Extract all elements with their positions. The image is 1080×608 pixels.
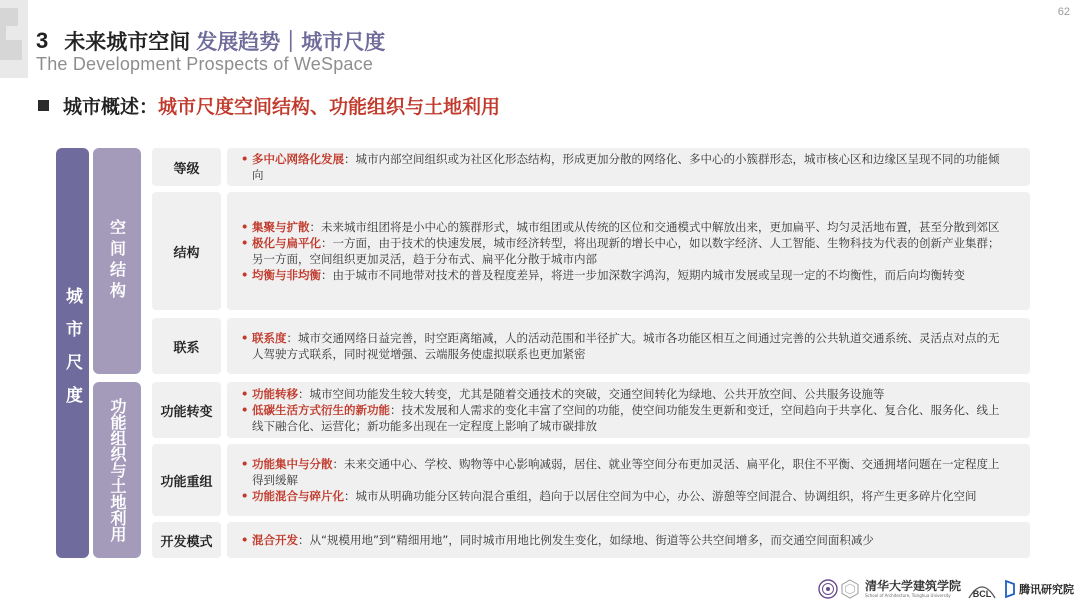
school-logo — [865, 579, 961, 599]
keyword: 联系度 — [252, 331, 287, 345]
item-text: ：城市交通网络日益完善，时空距离缩减，人的活动范围和半径扩大。城市各功能区相互之间通过完善的公共轨道交通系统、灵活点对点的无人驾驶方式联系，同时视觉增强、云端服务使虚拟联系也更加紧密 — [252, 331, 1000, 361]
item-text: ：城市从明确功能分区转向混合重组，趋向于以居住空间为中心，办公、游憩等空间混合、协调组织，将产生更多碎片化空间 — [344, 489, 977, 503]
architecture-emblem-icon — [840, 579, 860, 599]
row-label-hierarchy: 等级 — [152, 148, 221, 186]
list-item — [241, 151, 1010, 183]
row-label-function-shift: 功能转变 — [152, 382, 221, 438]
bcl-logo-icon — [967, 578, 997, 600]
company-name: 腾讯研究院 — [1019, 583, 1074, 596]
tencent-logo-icon — [1003, 578, 1017, 600]
item-text: ：从“规模用地”到“精细用地”，同时城市用地比例发生变化，如绿地、街道等公共空间增多，而交通空间面积减少 — [298, 533, 874, 547]
chapter-title: 未来城市空间 — [64, 30, 191, 54]
row-content-function-shift — [227, 382, 1030, 438]
corner-logo-fragment — [0, 0, 28, 78]
item-text: ：未来交通中心、学校、购物等中心影响减弱，居住、就业等空间分布更加灵活、扁平化，职住不平衡、交通拥堵问题在一定程度上得到缓解 — [252, 457, 1000, 487]
list-item — [241, 402, 1010, 434]
bcl-logo-text: BCL — [972, 589, 992, 599]
band-spatial-structure — [93, 148, 141, 374]
row-content-hierarchy — [227, 148, 1030, 186]
bullet-dot-icon: • — [241, 152, 249, 166]
bullet-dot-icon: • — [241, 533, 249, 547]
band-city-scale-label: 城市尺度 — [62, 287, 82, 419]
row-content-development-mode — [227, 522, 1030, 558]
keyword: 多中心网络化发展 — [252, 152, 344, 166]
band-function-land-use — [93, 382, 141, 558]
row-label-development-mode: 开发模式 — [152, 522, 221, 558]
footer-logos — [818, 574, 1074, 604]
bullet-dot-icon: • — [241, 220, 249, 234]
row-content-structure — [227, 192, 1030, 310]
tsinghua-seal-icon — [818, 579, 838, 599]
item-text: ：由于城市不同地带对技术的普及程度差异，将进一步加深数字鸿沟，短期内城市发展或呈现一定的不均衡性，而后向均衡转变 — [321, 268, 965, 282]
list-item — [241, 219, 1010, 235]
page-number: 62 — [1057, 6, 1070, 18]
item-text: ：技术发展和人需求的变化丰富了空间的功能，使空间功能发生更新和变迁，空间趋向于共享化、复合化、服务化、线上线下融合化、运营化；新功能多出现在一定程度上影响了城市碳排放 — [252, 403, 1000, 433]
bullet-dot-icon: • — [241, 489, 249, 503]
bullet-dot-icon: • — [241, 268, 249, 282]
list-item — [241, 488, 1010, 504]
list-item — [241, 267, 1010, 283]
school-name: 清华大学建筑学院 — [864, 579, 961, 593]
bullet-dot-icon: • — [241, 457, 249, 471]
item-text: ：城市内部空间组织或为社区化形态结构，形成更加分散的网络化、多中心的小簇群形态，城市核心区和边缘区呈现不同的功能倾向 — [252, 152, 1000, 182]
page-title — [36, 26, 385, 56]
row-label-function-regroup: 功能重组 — [152, 444, 221, 516]
band-city-scale — [56, 148, 89, 558]
keyword: 极化与扁平化 — [252, 236, 321, 250]
item-text: ：城市空间功能发生较大转变，尤其是随着交通技术的突破，交通空间转化为绿地、公共开放空间、公共服务设施等 — [298, 387, 885, 401]
row-content-function-regroup — [227, 444, 1030, 516]
bullet-dot-icon: • — [241, 403, 249, 417]
list-item — [241, 386, 1010, 402]
list-item — [241, 330, 1010, 362]
keyword: 混合开发 — [252, 533, 298, 547]
school-english-name: School of Architecture, Tsinghua University — [864, 593, 951, 598]
band-function-land-use-label: 功能组织与土地利用 — [108, 398, 127, 542]
list-item — [241, 532, 1010, 548]
list-item — [241, 456, 1010, 488]
keyword: 功能转移 — [252, 387, 298, 401]
section-topic: 城市尺度空间结构、功能组织与土地利用 — [158, 95, 501, 118]
item-text: ：未来城市组团将是小中心的簇群形式，城市组团或从传统的区位和交通模式中解放出来，更加扁平、均匀灵活地布置，甚至分散到郊区 — [309, 220, 1000, 234]
square-bullet-icon — [38, 100, 49, 111]
bullet-dot-icon: • — [241, 331, 249, 345]
english-subtitle: The Development Prospects of WeSpace — [36, 54, 374, 74]
row-content-connection — [227, 318, 1030, 374]
chapter-number: 3 — [36, 28, 49, 53]
keyword: 功能集中与分散 — [252, 457, 333, 471]
band-spatial-structure-label: 空间结构 — [107, 219, 127, 303]
section-heading — [38, 92, 500, 118]
list-item — [241, 235, 1010, 267]
bullet-dot-icon: • — [241, 387, 249, 401]
keyword: 功能混合与碎片化 — [252, 489, 344, 503]
keyword: 低碳生活方式衍生的新功能 — [252, 403, 390, 417]
keyword: 均衡与非均衡 — [252, 268, 321, 282]
chapter-subtitle: 发展趋势｜城市尺度 — [196, 30, 386, 54]
section-name: 城市概述： — [63, 95, 159, 118]
bullet-dot-icon: • — [241, 236, 249, 250]
row-label-connection: 联系 — [152, 318, 221, 374]
keyword: 集聚与扩散 — [252, 220, 310, 234]
item-text: ：一方面，由于技术的快速发展，城市经济转型，将出现新的增长中心，如以数字经济、人工智能、生物科技为代表的创新产业集群；另一方面，空间组织更加灵活，趋于分布式、扁平化分散于城市内部 — [252, 236, 1000, 266]
row-label-structure: 结构 — [152, 192, 221, 310]
